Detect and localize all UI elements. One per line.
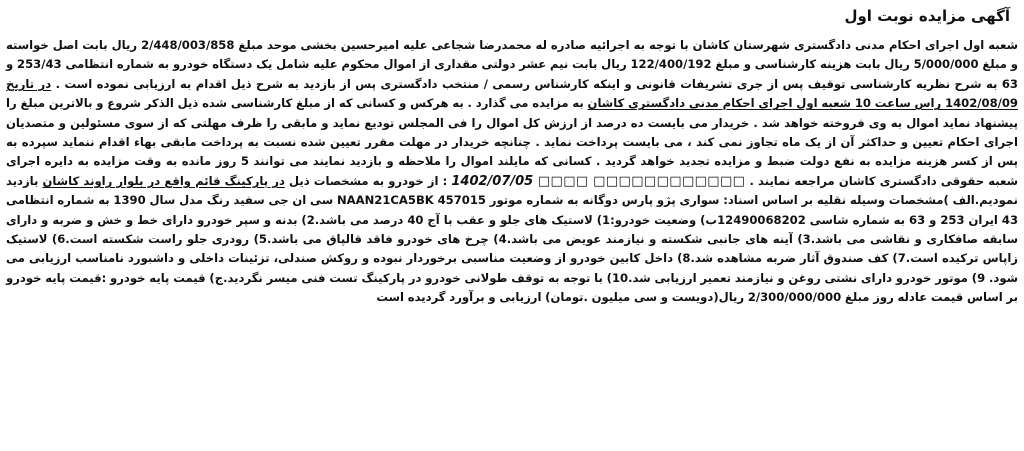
parking-location: در پارکینگ قائم واقع در بلوار راوند کاشان (42, 173, 285, 188)
inspection-date: □□□□□□□□□□□□ □□□□ 1402/07/05 (451, 173, 746, 189)
vehicle-description: بازدید نمودیم.الف )مشخصات وسیله نقلیه بر اساس اسناد: سواری پژو پارس دوگانه به شماره موتور 457015 NAAN21CA5BK سی ان جی سفید رنگ مدل سال 1390 به شماره انتظامی 43 ایران 253 و 63 به شماره شاسی 12490068202ب) وضعیت خودرو:1) لاستیک های جلو و عقب با آج 40 درصد می باشد.2) بدنه و سپر خودرو دارای خط و خش و ضربه و دارای سابقه صافکاری و نقاشی می باشد.3) آینه های جانبی شکسته و نیازمند عویض می باشد.4) چرخ های خودرو فاقد قالپاق می باشد.5) رودری جلو راست شکسته است.6) لاستیک زاپاس ترکیده است.7) کف صندوق آثار ضربه مشاهده شد.8) داخل کابین خودرو از وضعیت مناسبی برخوردار نبوده و روکش صندلی، تزئینات داخلی و داشبورد نامناسب ارزیابی می شود. 9) موتور خودرو دارای نشتی روغن و نیازمند تعمیر ارزیابی شد.10) با توجه به توقف طولانی خودرو در پارکینگ تست فنی میسر نگردید.ج) قیمت پایه خودرو :قیمت پایه خودرو بر اساس قیمت عادله روز مبلغ 2/300/000/000 ریال(دویست و سی میلیون .تومان) ارزیابی و برآورد گردیده است (6, 173, 1019, 305)
notice-title: آگهی مزایده نوبت اول (844, 7, 1010, 25)
notice-intro: شعبه اول اجرای احکام مدنی دادگستری شهرستان کاشان با توجه به اجرائیه صادره له محمدرضا شجاعی علیه امیرحسین بخشی موحد مبلغ 2/448/003/858 ریال بابت اصل خواسته و مبلغ 5/000/000 ریال بابت هزینه کارشناسی و مبلغ 122/400/192 ریال بابت نیم عشر دولتی مقداری از اموال محکوم علیه شامل یک دستگاه خودرو به شماره انتظامی 253/43 و 63 به شرح نظریه کارشناسی توقیف پس از جری تشریفات قانونی و اینکه کارشناس رسمی / منتخب دادگستری پس از بازدید به شرح ذیل اقدام به ارزیابی نموده است . (6, 38, 1018, 91)
auction-notice (6, 6, 1018, 446)
auction-date-clause: در تاریخ 1402/08/09 راس ساعت 10 شعبه اول اجرای احکام مدنی دادگستری کاشان (6, 76, 1019, 111)
notice-body (6, 36, 1018, 308)
auction-terms: به مزایده می گذارد . به هرکس و کسانی که از مبلغ کارشناسی شده ذیل الذکر شروع و بالاترین مبلغ را پیشنهاد نماید اموال به وی فروخته خواهد شد . خریدار می بایست ده درصد از ارزش کل اموال را فی المجلس تودیع نماید و مابقی را ظرف مهلتی که از سوی مسئولین و متصدیان اجرای احکام تعیین و حداکثر آن از یک ماه تجاوز نمی کند ، می بایست پرداخت نماید . چنانچه خریدار در مهلت مقرر تعیین شده نسبت به پرداخت مابقی بهاء اقدام ننماید سپرده به پس از کسر هزینه مزایده به نفع دولت ضبط و مزایده تجدید خواهد گردید . کسانی که مایلند اموال را ملاحظه و بازدید نمایند می توانند 5 روز مانده به وقت مزایده به دایره اجرای شعبه حقوقی دادگستری کاشان مراجعه نمایند . (6, 96, 1018, 188)
location-prefix: : از خودرو به مشخصات ذیل (284, 173, 452, 188)
